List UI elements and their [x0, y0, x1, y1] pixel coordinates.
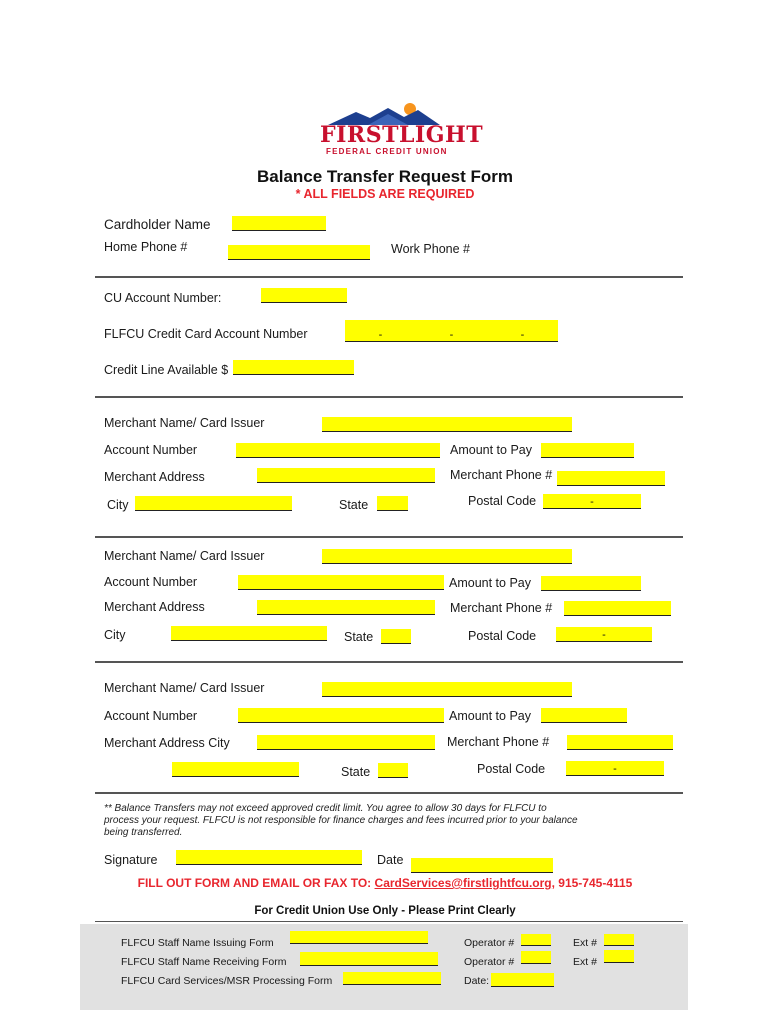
merchant2-address-label: Merchant Address	[104, 600, 205, 614]
office-ext-field-1[interactable]	[604, 934, 634, 946]
credit-line-label: Credit Line Available $	[104, 363, 229, 377]
merchant2-address-field[interactable]	[257, 600, 435, 615]
merchant1-address-field[interactable]	[257, 468, 435, 483]
office-processing-label: FLFCU Card Services/MSR Processing Form	[121, 975, 333, 987]
merchant1-state-label: State	[339, 498, 369, 512]
cc-account-field[interactable]	[345, 320, 558, 342]
submit-instructions	[0, 876, 770, 890]
merchant3-account-label: Account Number	[104, 709, 198, 723]
merchant3-account-field[interactable]	[238, 708, 444, 723]
merchant2-name-label: Merchant Name/ Card Issuer	[104, 549, 265, 563]
merchant3-phone-field[interactable]	[567, 735, 673, 750]
merchant2-phone-label: Merchant Phone #	[450, 601, 553, 615]
office-processing-field[interactable]	[343, 972, 441, 985]
merchant2-postal-field[interactable]	[556, 627, 652, 642]
merchant2-state-field[interactable]	[381, 629, 411, 644]
merchant2-phone-field[interactable]	[564, 601, 671, 616]
merchant2-postal-sep: -	[602, 629, 606, 641]
merchant3-postal-field[interactable]	[566, 761, 664, 776]
merchant3-amount-field[interactable]	[541, 708, 627, 723]
cc-sep-1: -	[378, 329, 383, 341]
divider-3	[95, 536, 683, 538]
signature-date-field[interactable]	[411, 858, 553, 873]
office-date-label: Date:	[464, 975, 490, 987]
merchant1-account-label: Account Number	[104, 443, 198, 457]
disclaimer-line-3: being transferred.	[104, 827, 183, 838]
divider-6	[95, 921, 683, 922]
merchant1-amount-label: Amount to Pay	[450, 443, 532, 457]
merchant3-address-field[interactable]	[257, 735, 435, 750]
divider-1	[95, 276, 683, 278]
merchant3-address-label: Merchant Address City	[104, 736, 230, 750]
office-ext-field-2[interactable]	[604, 950, 634, 963]
cardholder-name-field[interactable]	[232, 216, 326, 231]
logo-subtitle-text: FEDERAL CREDIT UNION	[326, 147, 448, 156]
office-receiving-label: FLFCU Staff Name Receiving Form	[121, 956, 287, 968]
merchant1-amount-field[interactable]	[541, 443, 634, 458]
merchant1-postal-sep: -	[590, 496, 594, 508]
merchant3-postal-sep: -	[613, 763, 617, 775]
disclaimer-line-2: process your request. FLFCU is not responsible for finance charges and fees incurred prior to your balance	[104, 815, 578, 826]
merchant3-city-field[interactable]	[172, 762, 299, 777]
cu-account-field[interactable]	[261, 288, 347, 303]
office-issuing-label: FLFCU Staff Name Issuing Form	[121, 937, 274, 949]
home-phone-field[interactable]	[228, 245, 370, 260]
office-ext-label-2: Ext #	[573, 956, 597, 968]
merchant3-postal-label: Postal Code	[477, 762, 546, 776]
merchant1-state-field[interactable]	[377, 496, 408, 511]
merchant2-amount-label: Amount to Pay	[449, 576, 531, 590]
submit-prefix: FILL OUT FORM AND EMAIL OR FAX TO:	[137, 876, 372, 890]
office-heading: For Credit Union Use Only - Please Print Clearly	[254, 905, 516, 917]
merchant2-name-field[interactable]	[322, 549, 572, 564]
signature-label: Signature	[104, 853, 158, 867]
credit-line-field[interactable]	[233, 360, 354, 375]
disclaimer-line-1: ** Balance Transfers may not exceed approved credit limit. You agree to allow 30 days for FLFCU to	[104, 803, 547, 814]
merchant2-account-label: Account Number	[104, 575, 198, 589]
merchant1-address-label: Merchant Address	[104, 470, 205, 484]
home-phone-label: Home Phone #	[104, 240, 188, 254]
merchant1-city-label: City	[107, 498, 129, 512]
cu-account-label: CU Account Number:	[104, 291, 222, 305]
cc-account-label: FLFCU Credit Card Account Number	[104, 327, 308, 341]
office-date-field[interactable]	[491, 973, 554, 987]
divider-2	[95, 396, 683, 398]
merchant1-name-field[interactable]	[322, 417, 572, 432]
submit-fax: , 915-745-4115	[551, 876, 633, 890]
merchant2-postal-label: Postal Code	[468, 629, 537, 643]
signature-field[interactable]	[176, 850, 362, 865]
merchant2-city-field[interactable]	[171, 626, 327, 641]
divider-4	[95, 661, 683, 663]
logo-brand-text: FIRSTLIGHT	[320, 122, 484, 148]
cc-sep-3: -	[520, 329, 525, 341]
merchant3-name-label: Merchant Name/ Card Issuer	[104, 681, 265, 695]
office-operator-field-2[interactable]	[521, 951, 551, 964]
merchant3-name-field[interactable]	[322, 682, 572, 697]
merchant1-phone-label: Merchant Phone #	[450, 468, 553, 482]
merchant1-phone-field[interactable]	[557, 471, 665, 486]
merchant3-state-label: State	[341, 765, 371, 779]
merchant1-account-field[interactable]	[236, 443, 440, 458]
office-operator-label-1: Operator #	[464, 937, 515, 949]
cardholder-name-label: Cardholder Name	[104, 217, 211, 232]
submit-email-link[interactable]: CardServices@firstlightfcu.org	[374, 876, 552, 890]
required-note: * ALL FIELDS ARE REQUIRED	[295, 187, 475, 201]
merchant2-account-field[interactable]	[238, 575, 444, 590]
merchant3-state-field[interactable]	[378, 763, 408, 778]
page-title: Balance Transfer Request Form	[256, 167, 514, 186]
merchant3-amount-label: Amount to Pay	[449, 709, 531, 723]
cc-sep-2: -	[449, 329, 454, 341]
office-operator-field-1[interactable]	[521, 934, 551, 946]
office-issuing-field[interactable]	[290, 931, 428, 944]
merchant2-state-label: State	[344, 630, 374, 644]
merchant2-amount-field[interactable]	[541, 576, 641, 591]
office-ext-label-1: Ext #	[573, 937, 597, 949]
office-receiving-field[interactable]	[300, 952, 438, 966]
logo	[318, 100, 484, 160]
office-operator-label-2: Operator #	[464, 956, 515, 968]
merchant3-phone-label: Merchant Phone #	[447, 735, 550, 749]
merchant1-postal-field[interactable]	[543, 494, 641, 509]
work-phone-label: Work Phone #	[391, 242, 470, 256]
merchant1-name-label: Merchant Name/ Card Issuer	[104, 416, 265, 430]
merchant2-city-label: City	[104, 628, 126, 642]
merchant1-postal-label: Postal Code	[468, 494, 537, 508]
merchant1-city-field[interactable]	[135, 496, 292, 511]
signature-date-label: Date	[377, 853, 404, 867]
divider-5	[95, 792, 683, 794]
